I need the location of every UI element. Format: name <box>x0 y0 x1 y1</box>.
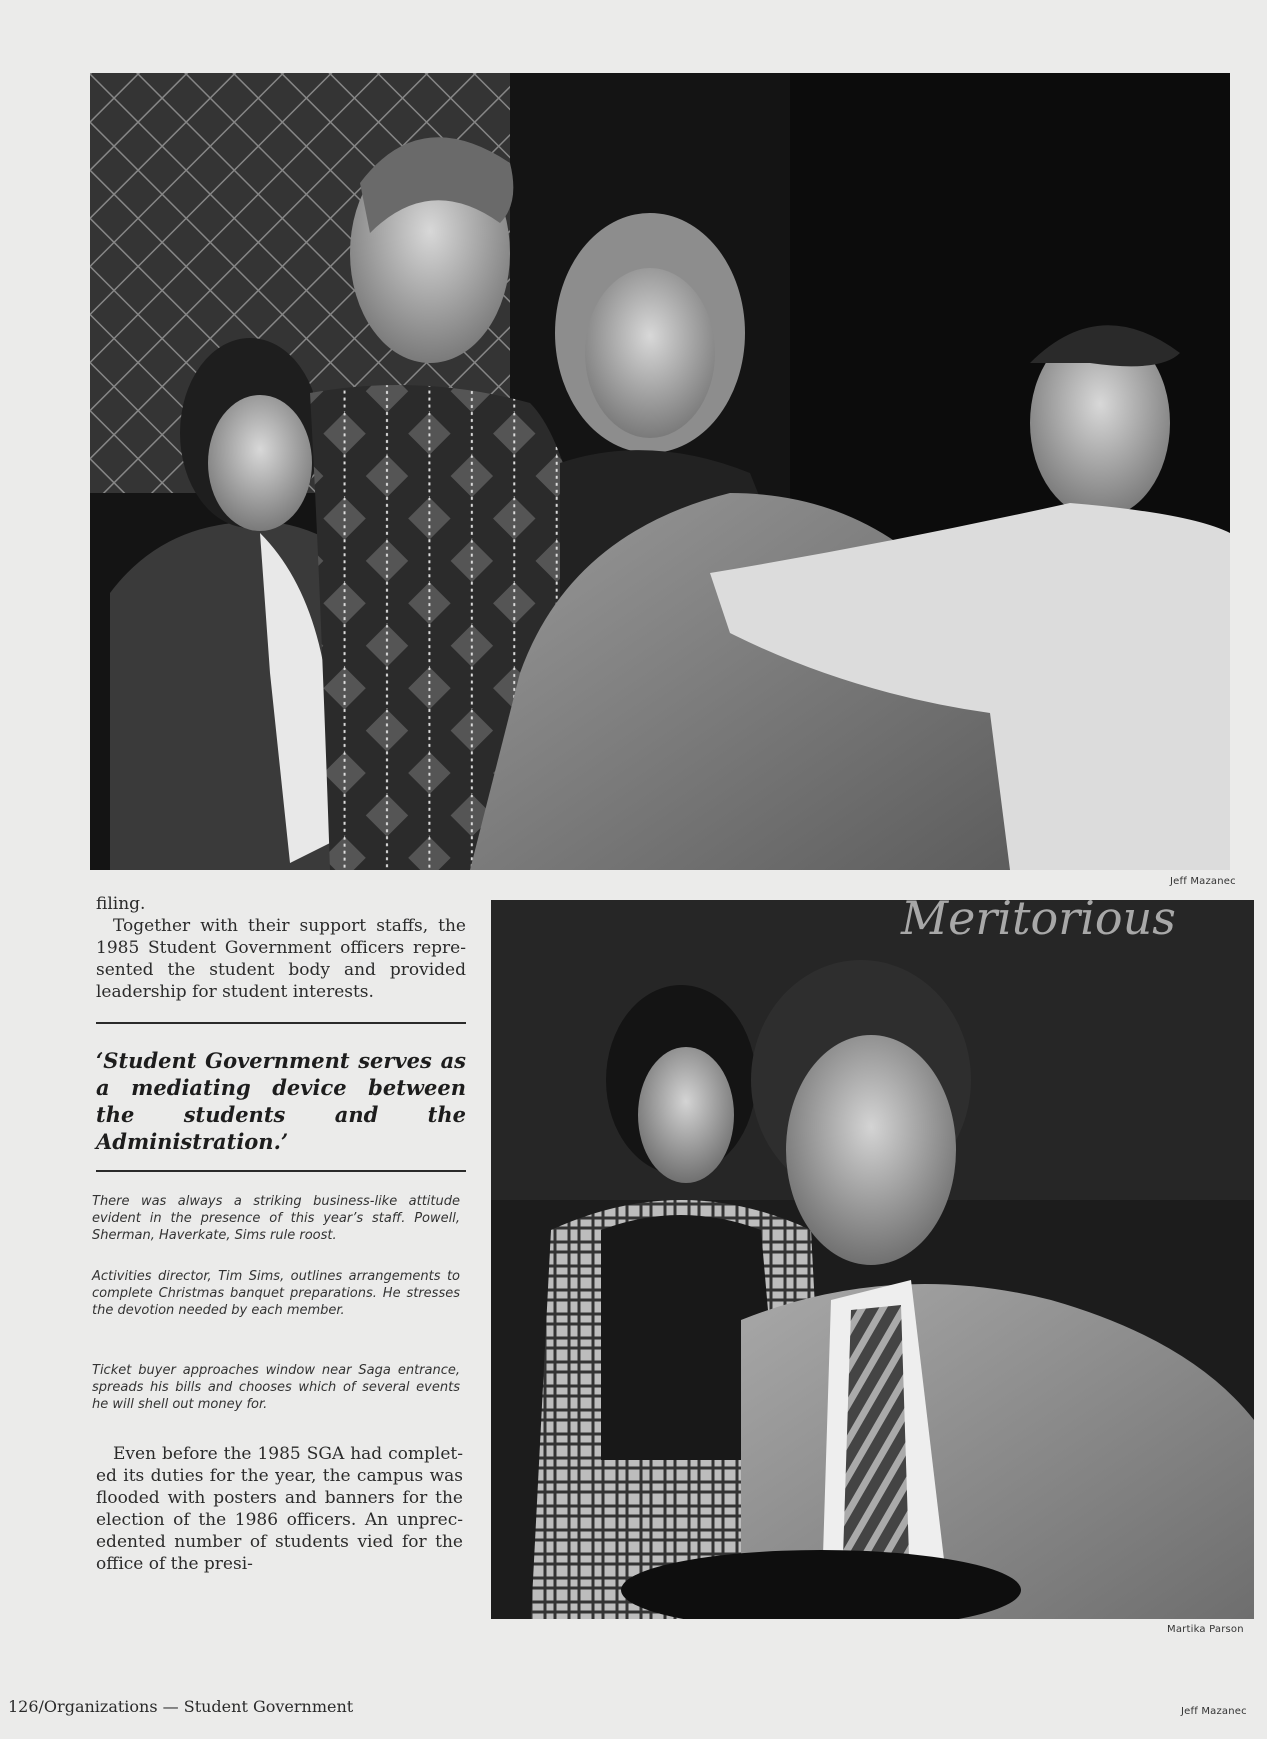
body-paragraph-top-rest: Together with their support staffs, the 1985 Student Government officers represented the student body and provided leadership for student interests. <box>96 916 466 1002</box>
pull-quote: ‘Student Government serves as a mediating device between the students and the Administration.’ <box>96 1048 466 1154</box>
meeting-photo <box>491 900 1254 1619</box>
photo-credit-top: Jeff Mazanec <box>1170 876 1236 887</box>
body-paragraph-bottom: Even before the 1985 SGA had completed its duties for the year, the campus was flooded with posters and banners for the election of the 1986 officers. An unprecedented number of students vied for the office of the presi- <box>96 1444 463 1574</box>
page-folio: 126/Organizations — Student Government <box>8 1697 354 1716</box>
body-paragraph-top <box>96 893 466 1003</box>
photo-caption: There was always a striking business-like attitude evident in the presence of this year’s staff. Powell, Sherman, Haverkate, Sims rule roost. <box>92 1194 460 1243</box>
photo-caption: Ticket buyer approaches window near Saga entrance, spreads his bills and chooses which of several events he will shell out money for. <box>92 1363 460 1412</box>
divider-rule <box>96 1022 466 1024</box>
group-photo <box>90 73 1230 870</box>
group-photo-image <box>90 73 1230 870</box>
body-paragraph-top-line1: filing. <box>96 894 146 914</box>
photo-credit-bottom: Martika Parson <box>1167 1624 1244 1635</box>
chalkboard-text: Meritorious <box>901 900 1176 945</box>
page-photo-credit: Jeff Mazanec <box>1181 1706 1247 1717</box>
meeting-photo-image <box>491 900 1254 1619</box>
photo-caption: Activities director, Tim Sims, outlines arrangements to complete Christmas banquet preparations. He stresses the devotion needed by each member. <box>92 1269 460 1318</box>
divider-rule <box>96 1170 466 1172</box>
